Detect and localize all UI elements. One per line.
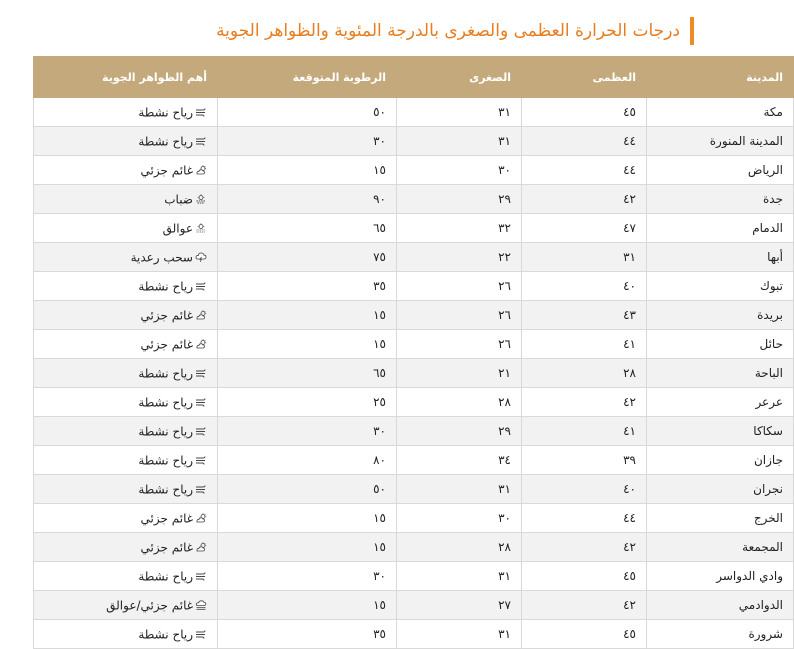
cell-max: ٤١ — [522, 417, 647, 446]
phenomena-label: رياح نشطة — [138, 134, 193, 149]
table-row — [34, 301, 794, 330]
table-body — [34, 98, 794, 649]
table-row — [34, 330, 794, 359]
phenomena-label: غائم جزئي — [140, 163, 193, 178]
table-header-row — [34, 57, 794, 98]
cell-min: ٣٠ — [397, 504, 522, 533]
table-row — [34, 591, 794, 620]
cell-min: ٢٩ — [397, 417, 522, 446]
phenomena-label: رياح نشطة — [138, 627, 193, 642]
table-row — [34, 446, 794, 475]
wind-icon — [195, 628, 207, 638]
cell-max: ٤١ — [522, 330, 647, 359]
cell-humidity: ٦٥ — [218, 214, 397, 243]
phenomena-label: سحب رعدية — [130, 250, 193, 265]
phenomena-label: رياح نشطة — [138, 105, 193, 120]
table-row — [34, 388, 794, 417]
cell-city: الدوادمي — [647, 591, 794, 620]
cell-city: حائل — [647, 330, 794, 359]
cell-min: ٢٢ — [397, 243, 522, 272]
cell-min: ٣٢ — [397, 214, 522, 243]
cell-humidity: ١٥ — [218, 504, 397, 533]
cell-city: الخرج — [647, 504, 794, 533]
cell-max: ٤٥ — [522, 98, 647, 127]
wind-icon — [195, 106, 207, 116]
cell-city: جازان — [647, 446, 794, 475]
cell-phenomena — [34, 301, 218, 330]
cell-humidity: ١٥ — [218, 591, 397, 620]
thunder-cloud-icon — [195, 251, 207, 261]
cell-humidity: ٣٠ — [218, 417, 397, 446]
cell-min: ٢٧ — [397, 591, 522, 620]
cell-min: ٢٨ — [397, 533, 522, 562]
cell-humidity: ٥٠ — [218, 98, 397, 127]
cell-humidity: ٣٠ — [218, 562, 397, 591]
cell-phenomena — [34, 533, 218, 562]
phenomena-label: غائم جزئي — [140, 511, 193, 526]
wind-icon — [195, 367, 207, 377]
table-row — [34, 562, 794, 591]
phenomena-label: رياح نشطة — [138, 482, 193, 497]
cell-max: ٣١ — [522, 243, 647, 272]
phenomena-label: رياح نشطة — [138, 569, 193, 584]
phenomena-label: عوالق — [162, 221, 193, 236]
wind-icon — [195, 280, 207, 290]
header-city: المدينة — [647, 57, 794, 98]
cell-phenomena — [34, 475, 218, 504]
table-row — [34, 504, 794, 533]
cell-humidity: ٢٥ — [218, 388, 397, 417]
cell-phenomena — [34, 214, 218, 243]
wind-icon — [195, 425, 207, 435]
cell-city: بريدة — [647, 301, 794, 330]
cell-city: نجران — [647, 475, 794, 504]
cell-min: ٣٠ — [397, 156, 522, 185]
wind-icon — [195, 396, 207, 406]
cell-city: شرورة — [647, 620, 794, 649]
wind-icon — [195, 570, 207, 580]
cell-min: ٣١ — [397, 127, 522, 156]
cell-city: وادي الدواسر — [647, 562, 794, 591]
header-phenomena: أهم الظواهر الجوية — [34, 57, 218, 98]
cell-min: ٣١ — [397, 562, 522, 591]
cell-min: ٣١ — [397, 98, 522, 127]
cell-humidity: ٣٥ — [218, 620, 397, 649]
cell-city: الرياض — [647, 156, 794, 185]
header-max: العظمى — [522, 57, 647, 98]
cell-max: ٤٢ — [522, 185, 647, 214]
table-row — [34, 475, 794, 504]
table-row — [34, 533, 794, 562]
table-row — [34, 417, 794, 446]
phenomena-label: رياح نشطة — [138, 453, 193, 468]
partly-cloudy-icon — [195, 164, 207, 174]
phenomena-label: غائم جزئي/عوالق — [106, 598, 193, 613]
fog-icon — [195, 193, 207, 203]
cell-max: ٤٣ — [522, 301, 647, 330]
cell-min: ٢٦ — [397, 272, 522, 301]
cell-max: ٤٤ — [522, 504, 647, 533]
cell-max: ٤٠ — [522, 272, 647, 301]
cell-phenomena — [34, 446, 218, 475]
wind-icon — [195, 135, 207, 145]
cell-max: ٤٧ — [522, 214, 647, 243]
cell-max: ٤٤ — [522, 127, 647, 156]
table-row — [34, 98, 794, 127]
cell-city: الباحة — [647, 359, 794, 388]
cell-phenomena — [34, 156, 218, 185]
cell-phenomena — [34, 620, 218, 649]
cell-city: سكاكا — [647, 417, 794, 446]
cell-min: ٣٤ — [397, 446, 522, 475]
cell-city: تبوك — [647, 272, 794, 301]
cell-phenomena — [34, 591, 218, 620]
cell-phenomena — [34, 98, 218, 127]
cell-phenomena — [34, 388, 218, 417]
cloud-haze-icon — [195, 599, 207, 609]
title-accent-bar — [690, 17, 694, 45]
table-row — [34, 156, 794, 185]
cell-phenomena — [34, 243, 218, 272]
cell-phenomena — [34, 127, 218, 156]
wind-icon — [195, 483, 207, 493]
table-row — [34, 185, 794, 214]
cell-max: ٤٠ — [522, 475, 647, 504]
cell-phenomena — [34, 330, 218, 359]
phenomena-label: غائم جزئي — [140, 308, 193, 323]
table-row — [34, 359, 794, 388]
phenomena-label: غائم جزئي — [140, 540, 193, 555]
cell-humidity: ٣٠ — [218, 127, 397, 156]
weather-table — [33, 56, 794, 649]
table-row — [34, 620, 794, 649]
cell-max: ٤٢ — [522, 591, 647, 620]
cell-humidity: ٧٥ — [218, 243, 397, 272]
table-row — [34, 214, 794, 243]
cell-max: ٤٢ — [522, 388, 647, 417]
table-row — [34, 272, 794, 301]
header-min: الصغرى — [397, 57, 522, 98]
cell-city: أبها — [647, 243, 794, 272]
cell-max: ٤٥ — [522, 620, 647, 649]
cell-humidity: ٦٥ — [218, 359, 397, 388]
cell-humidity: ٨٠ — [218, 446, 397, 475]
cell-city: المدينة المنورة — [647, 127, 794, 156]
cell-min: ٢٦ — [397, 330, 522, 359]
cell-max: ٤٤ — [522, 156, 647, 185]
cell-min: ٢٨ — [397, 388, 522, 417]
partly-cloudy-icon — [195, 512, 207, 522]
cell-min: ٣١ — [397, 620, 522, 649]
cell-phenomena — [34, 417, 218, 446]
cell-max: ٤٢ — [522, 533, 647, 562]
title-block — [216, 14, 694, 48]
cell-max: ٢٨ — [522, 359, 647, 388]
page-title: درجات الحرارة العظمى والصغرى بالدرجة المئوية والظواهر الجوية — [216, 21, 680, 41]
phenomena-label: رياح نشطة — [138, 395, 193, 410]
cell-phenomena — [34, 185, 218, 214]
cell-phenomena — [34, 359, 218, 388]
cell-city: عرعر — [647, 388, 794, 417]
cell-humidity: ٣٥ — [218, 272, 397, 301]
cell-city: مكة — [647, 98, 794, 127]
cell-min: ٣١ — [397, 475, 522, 504]
cell-city: الدمام — [647, 214, 794, 243]
cell-city: جدة — [647, 185, 794, 214]
cell-phenomena — [34, 562, 218, 591]
cell-humidity: ١٥ — [218, 330, 397, 359]
cell-max: ٣٩ — [522, 446, 647, 475]
phenomena-label: ضباب — [164, 192, 193, 207]
phenomena-label: غائم جزئي — [140, 337, 193, 352]
wind-icon — [195, 454, 207, 464]
partly-cloudy-icon — [195, 338, 207, 348]
phenomena-label: رياح نشطة — [138, 366, 193, 381]
cell-min: ٢١ — [397, 359, 522, 388]
cell-min: ٢٦ — [397, 301, 522, 330]
table-row — [34, 243, 794, 272]
cell-phenomena — [34, 272, 218, 301]
cell-max: ٤٥ — [522, 562, 647, 591]
phenomena-label: رياح نشطة — [138, 424, 193, 439]
cell-humidity: ١٥ — [218, 301, 397, 330]
table-row — [34, 127, 794, 156]
haze-icon — [195, 222, 207, 232]
cell-humidity: ٥٠ — [218, 475, 397, 504]
header-humidity: الرطوبة المتوقعة — [218, 57, 397, 98]
cell-phenomena — [34, 504, 218, 533]
cell-humidity: ١٥ — [218, 533, 397, 562]
cell-city: المجمعة — [647, 533, 794, 562]
phenomena-label: رياح نشطة — [138, 279, 193, 294]
cell-humidity: ١٥ — [218, 156, 397, 185]
partly-cloudy-icon — [195, 309, 207, 319]
partly-cloudy-icon — [195, 541, 207, 551]
cell-humidity: ٩٠ — [218, 185, 397, 214]
cell-min: ٢٩ — [397, 185, 522, 214]
